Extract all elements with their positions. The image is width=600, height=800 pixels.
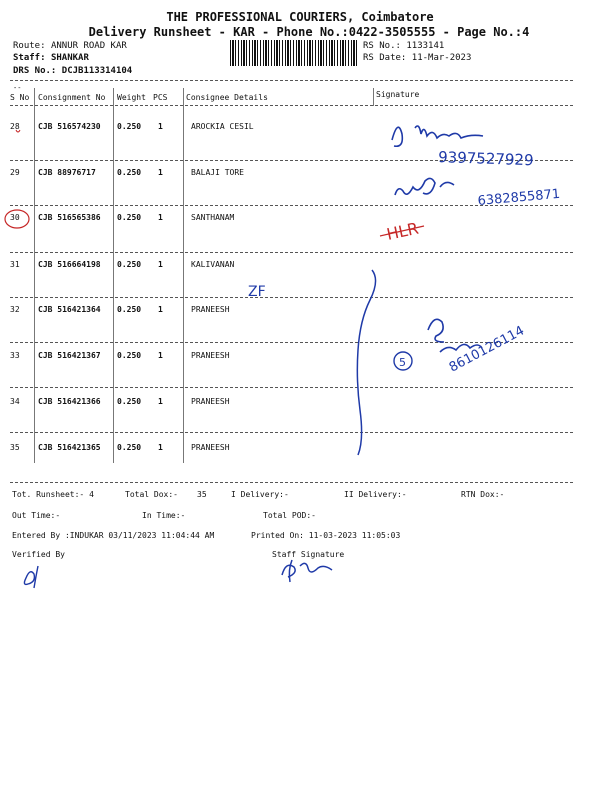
weight-cell: 0.250 [117,260,142,269]
svg-text:5: 5 [399,356,406,369]
weight-cell: 0.250 [117,168,142,177]
pcs-cell: 1 [158,122,163,131]
staff-value: SHANKAR [50,53,89,63]
total-pod: Total POD:- [263,511,316,520]
in-time: In Time:- [142,511,186,520]
signature-mark [392,126,483,146]
pcs-cell: 1 [158,260,163,269]
red-tick-mark [16,130,20,132]
drs-label: DRS No.: [13,66,57,76]
sno-cell: 28 [10,122,20,131]
drs-value: DCJB113314104 [61,66,133,76]
consignee-cell: PRANEESH [191,351,230,360]
verified-by: Verified By [12,550,65,559]
handwritten-phone-1: 9397527929 [437,148,534,170]
red-circle-mark [5,210,29,228]
handwritten-note-hlr: HLR [384,218,421,244]
signature-mark [395,178,454,195]
sno-cell: 35 [10,443,20,452]
col-weight: Weight [117,93,146,102]
verified-signature-mark [24,566,38,588]
total-dox-label: Total Dox:- [125,490,178,499]
col-consignment: Consignment No [38,93,106,102]
staff-label: Staff: [13,53,46,63]
consignment-cell: CJB 516574230 [38,122,101,131]
consignee-cell: PRANEESH [191,443,230,452]
rs-date-label: RS Date: [363,53,407,63]
entered-by: Entered By :INDUKAR 03/11/2023 11:04:44 AM [12,531,215,540]
consignee-cell: SANTHANAM [191,213,235,222]
sno-cell: 29 [10,168,20,177]
sno-cell: 34 [10,397,20,406]
weight-cell: 0.250 [117,305,142,314]
route-value: ANNUR ROAD KAR [50,41,127,51]
pcs-cell: 1 [158,168,163,177]
consignee-cell: KALIVANAN [191,260,235,269]
pcs-cell: 1 [158,397,163,406]
out-time: Out Time:- [12,511,61,520]
consignee-cell: BALAJI TORE [191,168,244,177]
weight-cell: 0.250 [117,213,142,222]
sno-cell: 33 [10,351,20,360]
pcs-cell: 1 [158,305,163,314]
consignee-cell: PRANEESH [191,305,230,314]
weight-cell: 0.250 [117,443,142,452]
bracket-mark [357,270,375,455]
col-pcs: PCS [153,93,168,102]
consignment-cell: CJB 516565386 [38,213,101,222]
consignment-cell: CJB 516421366 [38,397,101,406]
pcs-cell: 1 [158,443,163,452]
col-signature: Signature [376,90,420,99]
staff-signature-label: Staff Signature [272,550,345,559]
rs-no-value: 1133141 [406,41,445,51]
ii-delivery: II Delivery:- [344,490,407,499]
consignment-cell: CJB 516421367 [38,351,101,360]
consignment-cell: CJB 516421364 [38,305,101,314]
pcs-cell: 1 [158,213,163,222]
col-consignee: Consignee Details [186,93,268,102]
consignment-cell: CJB 516664198 [38,260,101,269]
consignee-cell: AROCKIA CESIL [191,122,254,131]
tot-runsheet: Tot. Runsheet:- 4 [12,490,94,499]
handwritten-note-zf: ZF [248,284,266,300]
weight-cell: 0.250 [117,397,142,406]
col-sno: S No [10,93,30,102]
weight-cell: 0.250 [117,351,142,360]
consignee-cell: PRANEESH [191,397,230,406]
sno-cell: 31 [10,260,20,269]
sno-cell: 32 [10,305,20,314]
staff-signature-mark [282,560,332,582]
consignment-cell: CJB 516421365 [38,443,101,452]
route-label: Route: [13,41,46,51]
pcs-cell: 1 [158,351,163,360]
sno-cell: 30 [10,213,20,222]
printed-on: Printed On: 11-03-2023 11:05:03 [251,531,401,540]
runsheet-title: THE PROFESSIONAL COURIERS, Coimbatore [166,10,434,24]
rtn-dox: RTN Dox:- [461,490,505,499]
weight-cell: 0.250 [117,122,142,131]
total-dox-value: 35 [197,490,207,499]
rs-date-value: 11-Mar-2023 [411,53,472,63]
consignment-cell: CJB 88976717 [38,168,96,177]
runsheet-subtitle: Delivery Runsheet - KAR - Phone No.:0422-3505555 - Page No.:4 [88,25,530,39]
i-delivery: I Delivery:- [231,490,289,499]
handwritten-phone-2: 6382855871 [477,186,561,209]
rs-no-label: RS No.: [363,41,401,51]
handwritten-phone-3: 8610126114 [446,323,527,376]
